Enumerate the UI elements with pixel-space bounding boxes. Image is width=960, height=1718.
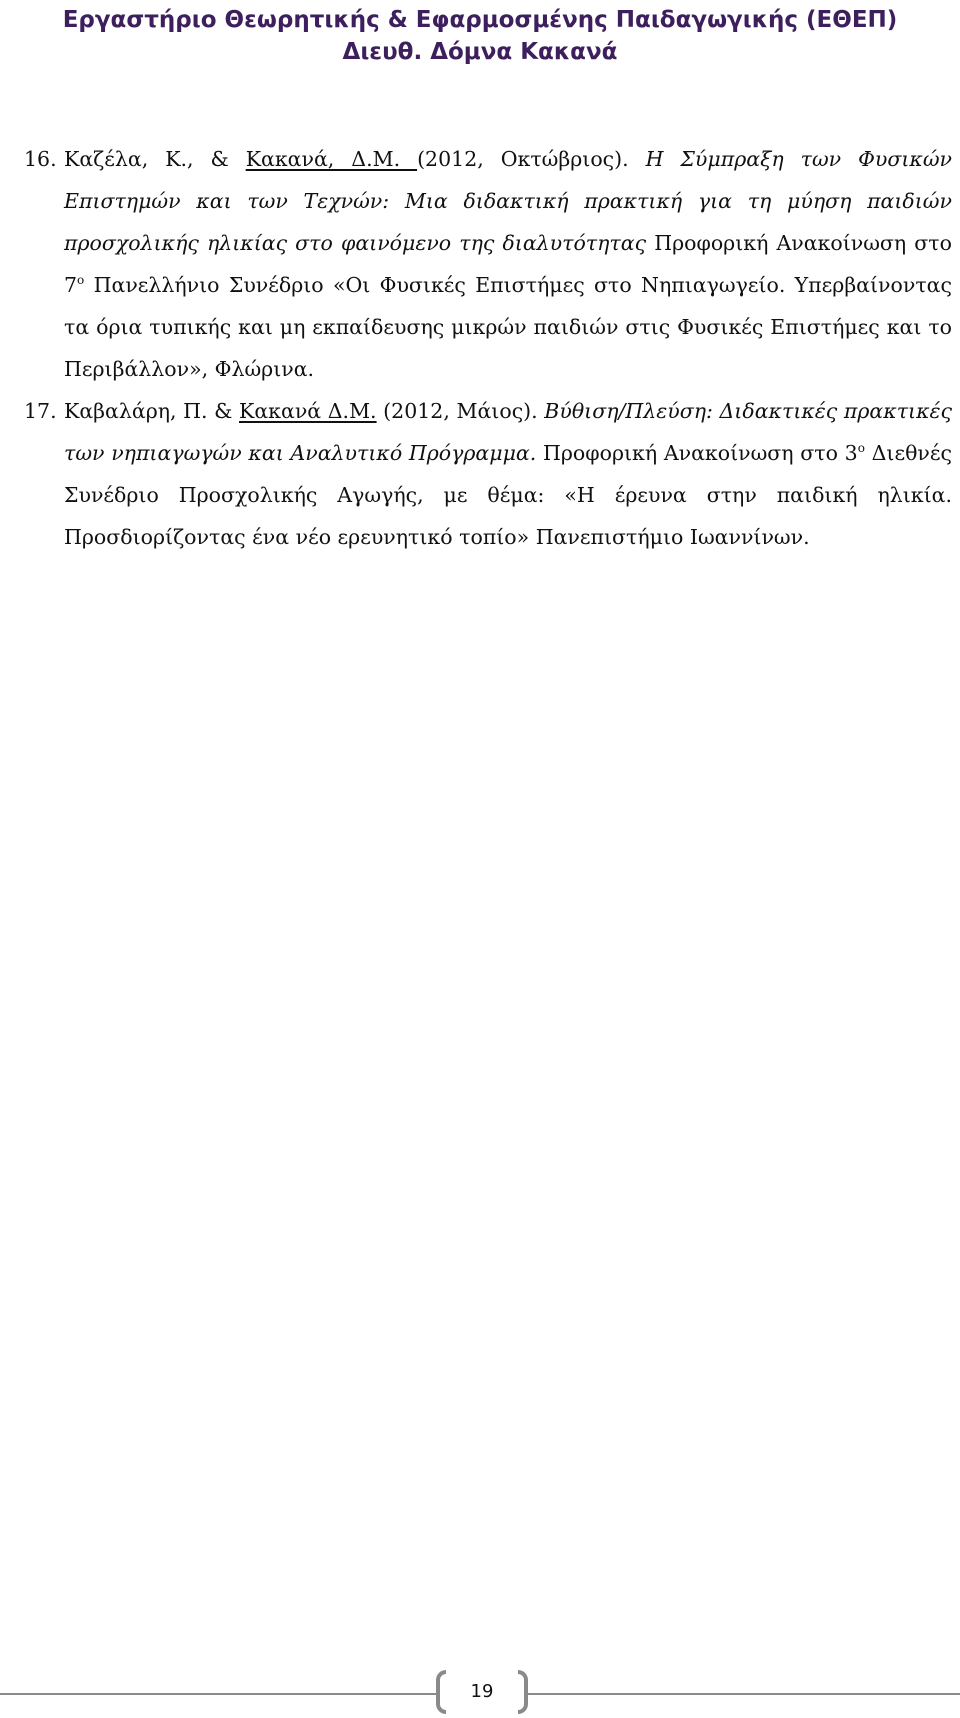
reference-text bbox=[64, 138, 952, 390]
reference-author-underlined: Κακανά, Δ.Μ. bbox=[245, 147, 418, 171]
footer-bracket-right bbox=[518, 1670, 528, 1714]
reference-venue: Προφορική Ανακοίνωση στο 7 bbox=[64, 231, 952, 297]
reference-title: Βύθιση/Πλεύση: Διδακτικές πρακτικές των νηπιαγωγών και Αναλυτικό Πρόγραμμα. bbox=[64, 399, 953, 465]
reference-list bbox=[24, 138, 952, 558]
reference-date: (2012, Μάιος). bbox=[376, 399, 545, 423]
reference-venue-cont: Πανελλήνιο Συνέδριο «Οι Φυσικές Επιστήμες στο Νηπιαγωγείο. Υπερβαίνοντας τα όρια τυπικής και μη εκπαίδευσης μικρών παιδιών στις Φυσικές Επιστήμες και το Περιβάλλον», Φλώρινα. bbox=[64, 273, 952, 381]
footer-rule-left bbox=[0, 1693, 436, 1695]
footer-bracket-left bbox=[436, 1670, 446, 1714]
page-footer bbox=[0, 1670, 960, 1716]
reference-text bbox=[64, 390, 952, 558]
reference-date: (2012, Οκτώβριος). bbox=[417, 147, 646, 171]
reference-item bbox=[24, 138, 952, 390]
reference-number: 16. bbox=[24, 147, 57, 171]
reference-ordinal: ο bbox=[77, 273, 85, 288]
reference-ordinal: ο bbox=[857, 441, 865, 456]
reference-authors: Καβαλάρη, Π. & bbox=[64, 399, 240, 423]
footer-rule-right bbox=[528, 1693, 960, 1695]
reference-title: Η Σύμπραξη των Φυσικών Επιστημών και των Τεχνών: Μια διδακτική πρακτική για τη μύηση παιδιών προσχολικής ηλικίας στο φαινόμενο της διαλυτότητας bbox=[64, 147, 952, 255]
header-director: Διευθ. Δόμνα Κακανά bbox=[342, 39, 618, 65]
header-lab-name: Εργαστήριο Θεωρητικής & Εφαρμοσμένης Παιδαγωγικής (ΕΘΕΠ) bbox=[62, 7, 898, 33]
reference-venue-cont: Διεθνές Συνέδριο Προσχολικής Αγωγής, με θέμα: «Η έρευνα στην παιδική ηλικία. Προσδιορίζοντας ένα νέο ερευνητικό τοπίο» Πανεπιστήμιο Ιωαννίνων. bbox=[64, 441, 953, 549]
reference-venue: Προφορική Ανακοίνωση στο 3 bbox=[536, 441, 858, 465]
page-header bbox=[0, 4, 960, 68]
reference-author-underlined: Κακανά Δ.Μ. bbox=[239, 399, 377, 423]
reference-number: 17. bbox=[24, 399, 57, 423]
reference-item bbox=[24, 390, 952, 558]
page-number: 19 bbox=[470, 1681, 494, 1702]
reference-authors: Καζέλα, Κ., & bbox=[64, 147, 246, 171]
